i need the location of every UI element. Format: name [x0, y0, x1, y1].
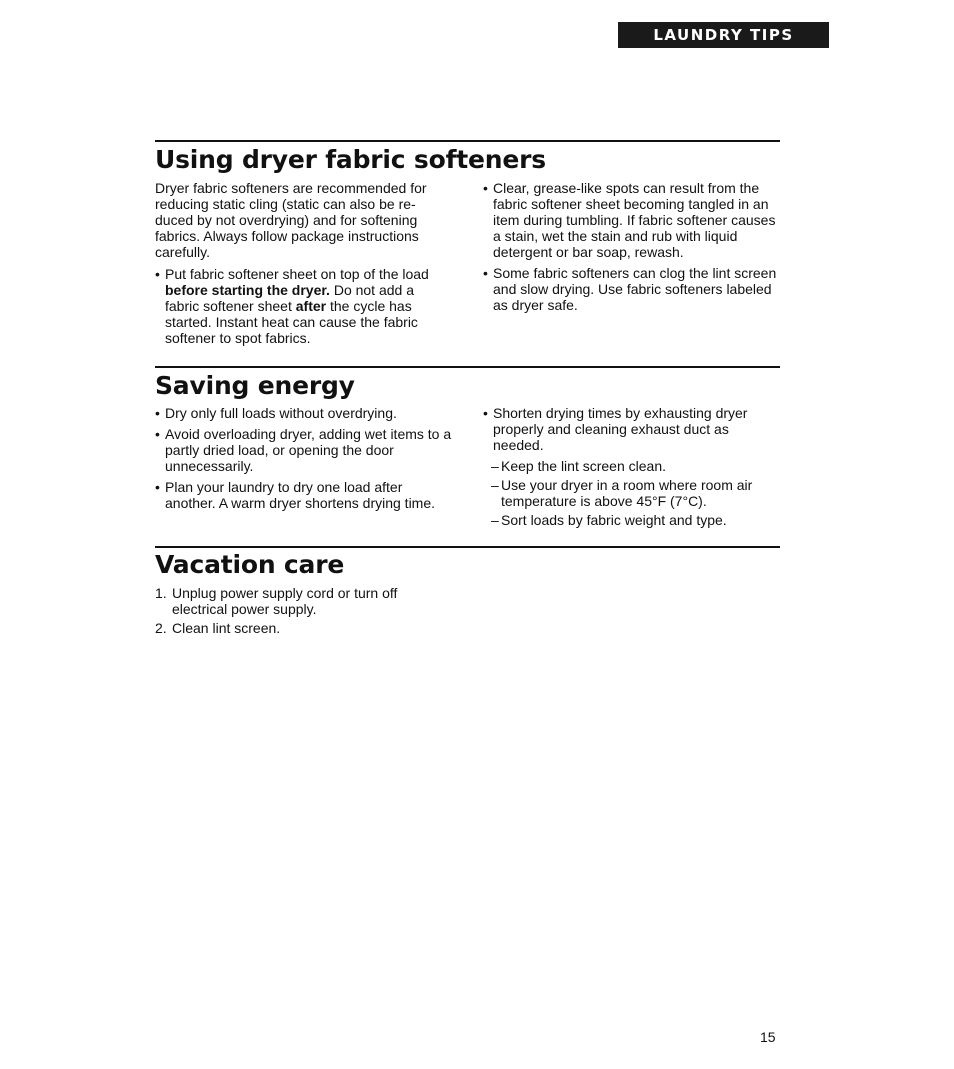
energy-dash-item: – Keep the lint screen clean. [491, 458, 780, 474]
energy-right-column [483, 405, 780, 531]
softeners-left-column [155, 180, 450, 351]
softeners-bullet-3: • Some fabric softeners can clog the lint screen and slow drying. Use fabric softeners labeled as dryer safe. [483, 265, 780, 313]
energy-bullet: • Avoid overloading dryer, adding wet items to a partly dried load, or opening the door unnecessarily. [155, 426, 455, 474]
heading-vacation-care: Vacation care [155, 550, 345, 579]
vacation-step [155, 620, 455, 636]
energy-dash-item: – Sort loads by fabric weight and type. [491, 512, 780, 528]
energy-left-column [155, 405, 455, 516]
section-divider [155, 546, 780, 548]
section-divider [155, 140, 780, 142]
energy-dash-item: – Use your dryer in a room where room air temperature is above 45°F (7°C). [491, 477, 780, 509]
bullet-text: Do not add a fabric softener sheet [165, 282, 414, 314]
softeners-bullet-2: • Clear, grease-like spots can result from the fabric softener sheet becoming tangled in an item during tumbling. If fabric softener causes a stain, wet the stain and rub with liquid detergent or bar soap, rewash. [483, 180, 780, 260]
heading-saving-energy: Saving energy [155, 371, 355, 400]
step-text: Clean lint screen. [172, 620, 281, 636]
section-tab-laundry-tips: LAUNDRY TIPS [618, 22, 829, 48]
energy-bullet: • Plan your laundry to dry one load after another. A warm dryer shortens drying time. [155, 479, 455, 511]
softeners-right-column [483, 180, 780, 318]
energy-bullet: • Dry only full loads without overdrying. [155, 405, 455, 421]
bullet-bold-text: before starting the dryer. [165, 282, 330, 298]
step-text: Unplug power supply cord or turn off electrical power supply. [172, 585, 398, 617]
bullet-text: Put fabric softener sheet on top of the load [165, 266, 429, 282]
softeners-bullet-1 [155, 266, 450, 346]
step-number: 1. [155, 585, 167, 601]
vacation-step [155, 585, 455, 617]
heading-fabric-softeners: Using dryer fabric softeners [155, 145, 546, 174]
bullet-bold-text: after [295, 298, 327, 314]
step-number: 2. [155, 620, 167, 636]
section-divider [155, 366, 780, 368]
vacation-steps [155, 585, 455, 639]
energy-bullet: • Shorten drying times by exhausting dryer properly and cleaning exhaust duct as needed. [483, 405, 780, 453]
softeners-intro: Dryer fabric softeners are recommended for reducing static cling (static can also be re-duced by not overdrying) and for softening fabrics. Always follow package instructions carefully. [155, 180, 427, 260]
bullet-text: the cycle has started. Instant heat can cause the fabric softener to spot fabrics. [165, 298, 418, 346]
page-number: 15 [760, 1029, 776, 1045]
